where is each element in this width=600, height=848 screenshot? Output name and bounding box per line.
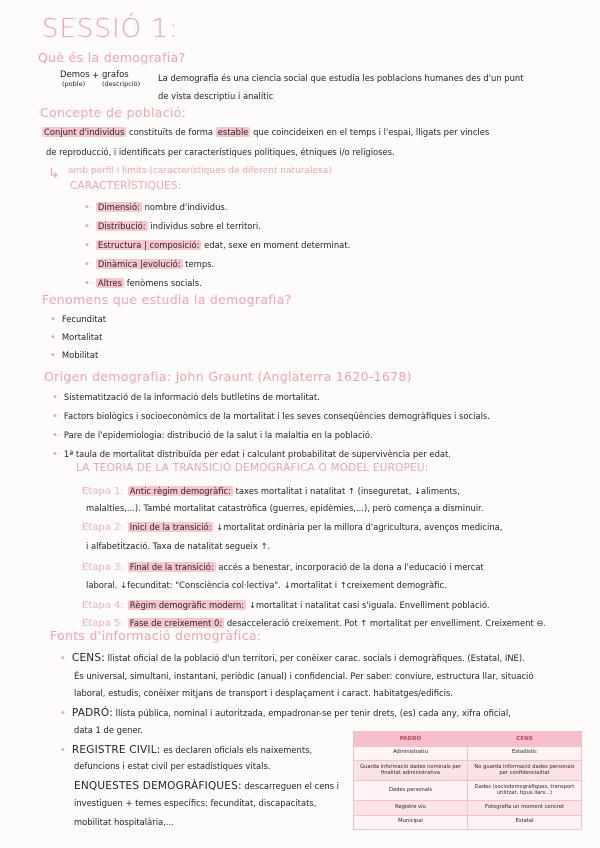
list-item: • Altres fenòmens socials.	[84, 278, 202, 289]
heading-demografia: Què és la demografia?	[38, 50, 186, 65]
etapa-1-line-2: malalties,...). També mortalitat catastròfica (guerres, epidèmies,...), però comença a disminuir.	[86, 503, 484, 513]
etym-plus: +	[92, 71, 100, 81]
enquestes-line-3: mobilitat hospitalària,...	[74, 817, 174, 827]
padro-line-2: data 1 de gener.	[74, 725, 143, 735]
table-row: Municipal Estatal	[354, 815, 582, 830]
etapa-3: Etapa 3: Final de la transició: accés a benestar, incorporació de la dona a l'educació i mercat	[82, 562, 484, 573]
origen-list	[52, 388, 490, 464]
page-title: SESSIÓ 1:	[42, 14, 179, 44]
enquestes-line-2: investiguen + temes específics: fecunditat, discapacitats,	[74, 798, 317, 808]
list-item: • Mortalitat	[50, 332, 103, 343]
concepte-highlight-estable: estable	[217, 127, 249, 137]
list-item: • Estructura | composició: edat, sexe en moment determinat.	[84, 240, 351, 251]
arrow-icon: ↳	[48, 166, 60, 182]
etapa-3-line-2: laboral. ↓fecunditat: "Consciència col·lectiva". ↓mortalitat i ↑creixement demogràfic.	[86, 580, 447, 590]
padro-line-1: • PADRÓ: llista pública, nominal i autoritzada, empadronar-se per tenir drets, (es) cada any, xifra oficial,	[60, 707, 511, 719]
etapa-2-line-2: i alfabetització. Taxa de natalitat segueix ↑.	[86, 541, 271, 551]
etym-demos-sub: (poble)	[62, 80, 86, 88]
list-item: • Dimensió: nombre d'individus.	[84, 202, 228, 213]
concepte-line-2: de reproducció, i identificats per característiques polítiques, étniques i/o religioses.	[46, 147, 395, 157]
concepte-highlight: Conjunt d'individus	[44, 127, 125, 137]
heading-fonts: Fonts d'informació demogràfica:	[50, 628, 262, 643]
list-item: • Mobilitat	[50, 350, 99, 361]
cens-line-2: És universal, simultani, instantani, periòdic (anual) i confidencial. Per saber: conviure, estructura llar, situació	[74, 671, 534, 681]
table-header-cens: CENS	[468, 732, 582, 747]
table-header-padro: PADRÓ	[354, 732, 468, 747]
concepte-line-1: Conjunt d'individus constituïts de forma estable que coincideixen en el temps i l'espai, lligats per vincles	[44, 127, 490, 137]
list-item: • Sistematització de la informació dels butlletins de mortalitat.	[52, 392, 320, 403]
list-item: • Factors biològics i socioeconòmics de la mortalitat i les seves conseqüències demogràfiques i socials.	[52, 411, 490, 422]
enquestes-line-1: ENQUESTES DEMOGRÀFIQUES: descarreguen el cens i	[74, 780, 340, 792]
heading-fenomens: Fenomens que estudia la demografia?	[42, 292, 292, 307]
heading-caracteristiques: CARACTERÍSTIQUES:	[70, 180, 182, 192]
caracteristiques-list	[84, 198, 350, 293]
heading-concepte: Concepte de població:	[40, 105, 187, 120]
registre-line-2: defuncions i estat civil per estadístiques vitals.	[74, 761, 271, 771]
etapa-5: Etapa 5: Fase de creixement 0: desacceleració creixement. Pot ↑ mortalitat per envelliment. Creixement ⊖.	[82, 618, 547, 629]
perfil-text: amb perfil i límits (característiques de diferent naturalesa)	[68, 166, 332, 176]
heading-teoria: LA TEORIA DE LA TRANSICIÓ DEMOGRÀFICA O MODEL EUROPEU:	[76, 462, 429, 474]
etym-demos: Demos	[60, 70, 90, 80]
etym-grafos: grafos	[102, 70, 129, 80]
cens-line-1: • CENS: llistat oficial de la població d'un territori, per conèixer carac. socials i demogràfiques. (Estatal, INE).	[60, 652, 525, 664]
etapa-1: Etapa 1: Antic règim demogràfic: taxes mortalitat i natalitat ↑ (inseguretat, ↓aliments,	[82, 486, 460, 497]
table-row: Dades personals Dades (sociodemogràfiques, transport utilitzat, tipus llars...)	[354, 781, 582, 801]
definition-line-1: La demografia és una ciencia social que estudia les poblacions humanes des d'un punt	[158, 73, 524, 83]
table-row: Administratiu Estadístic	[354, 746, 582, 761]
list-item: • Fecunditat	[50, 314, 106, 325]
etapa-4: Etapa 4: Règim demogràfic modern: ↓mortalitat i natalitat casi s'iguala. Envelliment població.	[82, 600, 490, 611]
definition-line-2: de vista descriptiu i analític	[158, 91, 274, 101]
heading-origen: Origen demografia: John Graunt (Anglaterra 1620-1678)	[44, 369, 412, 384]
list-item: • Distribució: individus sobre el territori.	[84, 221, 261, 232]
cens-line-3: laboral, estudis, conèixer mitjans de transport i desplaçament i caract. habitatges/edificis.	[74, 688, 453, 698]
etapa-2: Etapa 2: Inici de la transició: ↓mortalitat ordinària per la millora d'agricultura, avenços medicina,	[82, 522, 503, 533]
registre-line-1: • REGISTRE CIVIL: es declaren oficials els naixements,	[60, 744, 313, 756]
padro-cens-table	[353, 731, 582, 830]
fenomens-list	[50, 310, 106, 364]
table-row: Registre viu Fotografia un moment concret	[354, 801, 582, 816]
list-item: • Pare de l'epidemiologia: distribució de la salut i la malaltia en la població.	[52, 430, 373, 441]
list-item: • 1ª taula de mortalitat distribuïda per edat i calculant probabilitat de supervivència per edat.	[52, 449, 451, 460]
table-row: Guarda informació dades nominals per finalitat administrativa No guarda informació dades personals per confidencialitat	[354, 761, 582, 781]
list-item: • Dinàmica |evolució: temps.	[84, 259, 215, 270]
etym-grafos-sub: (descripció)	[102, 80, 141, 88]
